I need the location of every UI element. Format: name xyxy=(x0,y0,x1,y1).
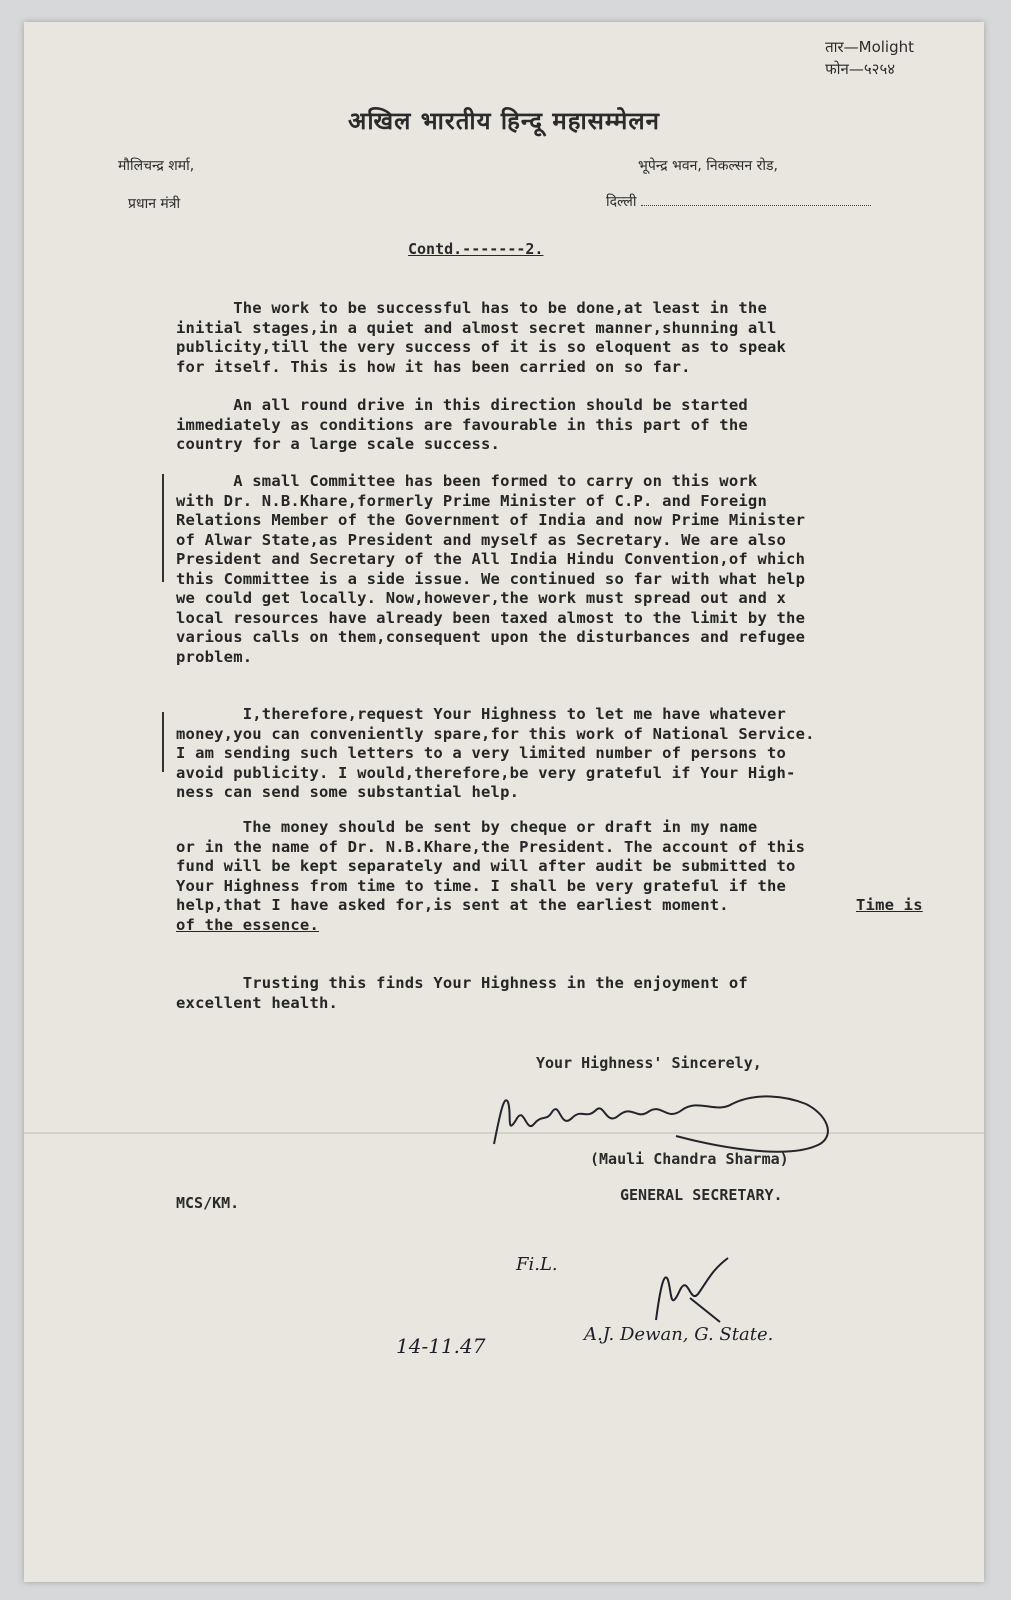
date-dotted-line xyxy=(641,205,871,206)
designation: GENERAL SECRETARY. xyxy=(620,1186,783,1204)
letterhead-address: भूपेन्द्र भवन, निकल्सन रोड, xyxy=(638,158,778,174)
paragraph-5 xyxy=(176,818,946,916)
letter-page xyxy=(24,22,984,1582)
handwritten-initials xyxy=(650,1250,740,1330)
city-name: दिल्ली xyxy=(606,194,637,210)
paragraph-5-text: The money should be sent by cheque or draft in my name or in the name of Dr. N.B.Khare,the President. The account of this fund will be kept separately and will after audit be submitted to Your Highness from time to time. I shall be very grateful if the help,that I have asked for,is sent at the earliest moment. xyxy=(176,818,806,914)
telegram-phone-block xyxy=(825,36,914,80)
sender-name: मौलिचन्द्र शर्मा, xyxy=(118,158,195,174)
telegram-address: तार—Molight xyxy=(825,38,914,56)
paragraph-2: An all round drive in this direction should be started immediately as conditions are favourable in this part of the country for a large scale success. xyxy=(176,396,748,453)
margin-mark-2 xyxy=(162,712,164,772)
margin-mark-1 xyxy=(162,474,164,582)
paragraph-4: I,therefore,request Your Highness to let me have whatever money,you can conveniently spare,for this work of National Service. I am sending such letters to a very limited number of persons to avoid publicity. I would,therefore,be very grateful if Your High- ness can send some substantial help. xyxy=(176,705,815,801)
emphasis-line-1: Time is xyxy=(856,896,923,914)
letterhead-city xyxy=(606,192,871,211)
handwritten-date: 14-11.47 xyxy=(396,1334,486,1358)
phone-number: फोन—५२५४ xyxy=(825,60,896,78)
handwritten-filing-note: Fi.L. xyxy=(516,1254,558,1275)
letterhead-title: अखिल भारतीय हिन्दू महासम्मेलन xyxy=(347,107,661,135)
paragraph-1: The work to be successful has to be done,at least in the initial stages,in a quiet and almost secret manner,shunning all publicity,till the very success of it is so eloquent as to speak for itself. This is how it has been carried on so far. xyxy=(176,299,787,376)
continuation-label: Contd.-------2. xyxy=(408,240,544,258)
typed-name: (Mauli Chandra Sharma) xyxy=(590,1150,789,1168)
handwritten-dewan-note: A.J. Dewan, G. State. xyxy=(584,1324,774,1345)
paragraph-3: A small Committee has been formed to carry on this work with Dr. N.B.Khare,formerly Prime Minister of C.P. and Foreign Relations Member of the Government of India and now Prime Minister of Alwar State,as President and myself as Secretary. We are also President and Secretary of the All India Hindu Convention,of which this Committee is a side issue. We continued so far with what help we could get locally. Now,however,the work must spread out and x local resources have already been taxed almost to the limit by the various calls on them,consequent upon the disturbances and refugee problem. xyxy=(176,472,806,666)
sign-off: Your Highness' Sincerely, xyxy=(536,1054,762,1072)
sender-title: प्रधान मंत्री xyxy=(128,196,181,212)
reference-code: MCS/KM. xyxy=(176,1194,240,1212)
closing-paragraph: Trusting this finds Your Highness in the enjoyment of excellent health. xyxy=(176,974,748,1012)
emphasis-line-2: of the essence. xyxy=(176,915,319,934)
